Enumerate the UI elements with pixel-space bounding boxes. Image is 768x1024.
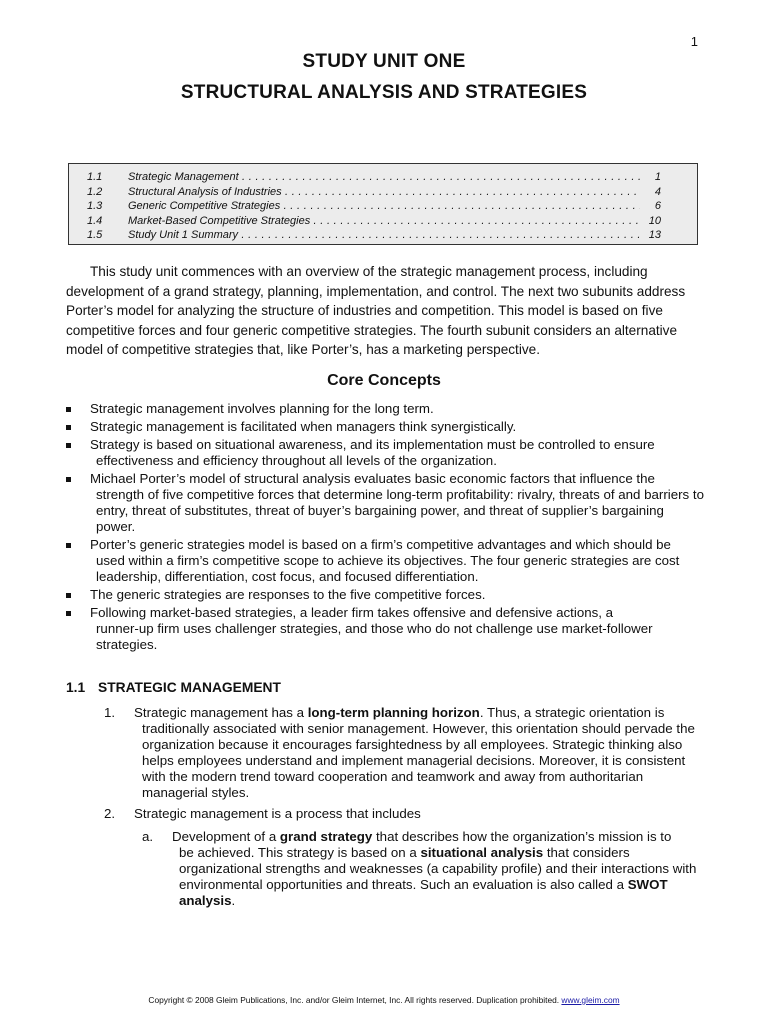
unit-subtitle: STRUCTURAL ANALYSIS AND STRATEGIES (180, 82, 588, 103)
bullet-text: Strategic management is facilitated when managers think synergistically. (90, 419, 517, 434)
toc-number: 1.4 (87, 214, 103, 227)
toc-number: 1.5 (87, 229, 103, 242)
outline-text: Strategic management is a process that includes (134, 806, 421, 821)
outline-letter: a. (142, 829, 154, 844)
bullet-icon (66, 477, 71, 482)
toc-number: 1.2 (87, 185, 103, 198)
text-run: . (231, 893, 236, 908)
bullet-icon (66, 543, 71, 548)
toc-page: 4 (654, 185, 661, 198)
list-item (66, 537, 706, 585)
bullet-icon (66, 611, 71, 616)
core-concepts-heading: Core Concepts (327, 372, 441, 389)
copyright-footer (0, 995, 768, 1005)
bullet-icon (66, 593, 71, 598)
bold-term: long-term planning horizon (307, 705, 480, 720)
toc-page: 1 (654, 171, 661, 183)
toc-row[interactable] (69, 214, 697, 229)
list-item (66, 401, 706, 417)
outline-item-2a (142, 829, 704, 909)
table-of-contents (68, 163, 698, 245)
section-heading (66, 680, 281, 695)
bullet-icon (66, 443, 71, 448)
outline-item-1 (104, 705, 704, 801)
section-title: STRATEGIC MANAGEMENT (98, 680, 281, 695)
toc-title[interactable]: Structural Analysis of Industries . . . (128, 185, 640, 200)
outline-text (142, 829, 704, 845)
toc-row[interactable] (69, 170, 697, 185)
toc-number: 1.1 (87, 171, 103, 183)
toc-title[interactable]: Generic Competitive Strategies . . . (128, 199, 640, 214)
bullet-text: The generic strategies are responses to the five competitive forces. (90, 587, 486, 602)
page-number: 1 (690, 34, 698, 49)
bullet-text: Porter’s generic strategies model is based on a firm’s competitive advantages and which should be (90, 537, 671, 552)
bold-term: grand strategy (279, 829, 373, 844)
bullet-text-cont: runner-up firm uses challenger strategies, and those who do not challenge use market-follower strategies. (96, 621, 653, 652)
text-run: that describes how the organization’s mission is to (372, 829, 672, 844)
bullet-text-cont: strength of five competitive forces that determine long-term profitability: rivalry, threats of and barriers to entry, threat of substitutes, threat of buyer’s bargaining power, and threat of supplier’s bargaining power. (96, 487, 704, 534)
outline-text-cont: traditionally associated with senior management. However, this orientation should pervade the organization because it encourages farsightedness by all employees. Strategic thinking also helps employees understand and implement managerial decisions. Moreover, it is consistent with the modern trend toward cooperation and teamwork and away from authoritarian managerial styles. (142, 721, 695, 800)
bullet-text: Strategic management involves planning for the long term. (90, 401, 434, 416)
outline-text-cont (142, 845, 704, 909)
toc-number: 1.3 (87, 200, 103, 213)
bold-term: SWOT analysis (179, 877, 668, 908)
text-run: be achieved. This strategy is based on a (179, 845, 421, 860)
copyright-text: Copyright © 2008 Gleim Publications, Inc. and/or Gleim Internet, Inc. All rights reserved. Duplication prohibited. (148, 995, 562, 1005)
toc-title[interactable]: Strategic Management . . . (128, 170, 640, 185)
bullet-text: Following market-based strategies, a leader firm takes offensive and defensive actions, a (90, 605, 614, 620)
bold-term: situational analysis (420, 845, 544, 860)
bullet-text: Michael Porter’s model of structural analysis evaluates basic economic factors that influence the (90, 471, 655, 486)
toc-page: 13 (648, 229, 661, 242)
bullet-text-cont: used within a firm’s competitive scope to achieve its objectives. The four generic strategies are cost leadership, differentiation, cost focus, and focused differentiation. (96, 553, 680, 584)
outline-number: 2. (104, 806, 116, 821)
toc-row[interactable] (69, 199, 697, 214)
list-item (66, 587, 706, 603)
bullet-icon (66, 425, 71, 430)
section-number: 1.1 (66, 680, 86, 695)
list-item (66, 419, 706, 435)
bullet-text-cont: effectiveness and efficiency throughout all levels of the organization. (96, 453, 497, 468)
list-item (66, 471, 706, 535)
toc-row[interactable] (69, 185, 697, 200)
text-run: that considers organizational strengths and weaknesses (a capability profile) and their interactions with environmental opportunities and threats. Such an evaluation is also called a (179, 845, 697, 892)
text-run: Development of a (172, 829, 280, 844)
bullet-icon (66, 407, 71, 412)
core-concepts-list (66, 401, 706, 655)
text-run: . Thus, a strategic orientation is (479, 705, 665, 720)
bullet-text: Strategy is based on situational awareness, and its implementation must be controlled to ensure (90, 437, 655, 452)
outline-number: 1. (104, 705, 116, 720)
toc-title[interactable]: Study Unit 1 Summary . . . (128, 228, 640, 243)
unit-title: STUDY UNIT ONE (302, 51, 466, 72)
outline-text (104, 705, 704, 721)
toc-row[interactable] (69, 228, 697, 243)
toc-page: 6 (654, 200, 661, 213)
list-item (66, 605, 706, 653)
text-run: Strategic management has a (134, 705, 308, 720)
intro-paragraph: This study unit commences with an overview of the strategic management process, including development of a grand strategy, planning, implementation, and control. The next two subunits address Porter’s model for analyzing the structure of industries and competition. This model is based on five competitive forces and four generic competitive strategies. The fourth subunit considers an alternative model of competitive strategies that, like Porter’s, has a marketing perspective. (66, 264, 686, 357)
toc-title[interactable]: Market-Based Competitive Strategies . . . (128, 214, 640, 229)
outline-item-2 (104, 806, 704, 822)
website-link[interactable]: www.gleim.com (561, 995, 620, 1005)
list-item (66, 437, 706, 469)
toc-page: 10 (648, 214, 661, 227)
